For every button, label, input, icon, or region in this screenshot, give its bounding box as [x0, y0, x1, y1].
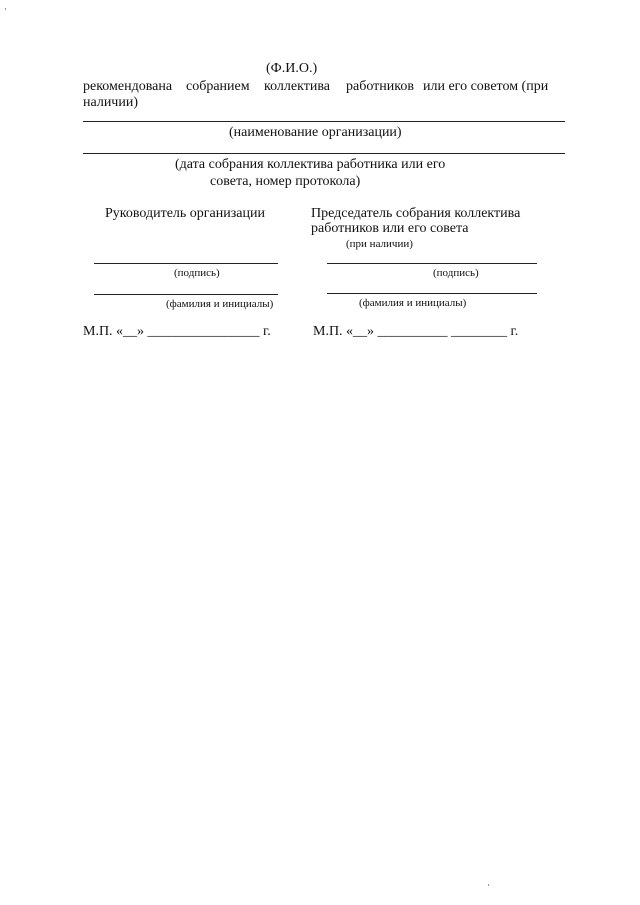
recommended-word-5: или его советом (при [423, 79, 549, 94]
left-signature-line [94, 263, 278, 264]
left-signature-caption: (подпись) [174, 267, 220, 279]
recommended-word-2: собранием [186, 79, 250, 94]
left-signatory-title: Руководитель организации [105, 206, 265, 221]
right-signature-line [327, 263, 537, 264]
scan-mark [5, 8, 6, 10]
left-name-caption: (фамилия и инициалы) [166, 298, 274, 310]
right-stamp-date-line: М.П. «__» __________ ________ г. [313, 324, 519, 339]
meeting-caption-line2: совета, номер протокола) [210, 174, 361, 189]
right-signatory-title-line2: работников или его совета [311, 221, 469, 236]
fio-caption: (Ф.И.О.) [266, 61, 318, 76]
org-name-caption: (наименование организации) [229, 125, 402, 140]
right-signatory-title-line1: Председатель собрания коллектива [311, 206, 521, 221]
org-name-line [83, 121, 565, 122]
left-stamp-date-line: М.П. «__» ________________ г. [83, 324, 271, 339]
meeting-caption-line1: (дата собрания коллектива работника или его [175, 157, 446, 172]
right-signature-caption: (подпись) [433, 267, 479, 279]
right-name-line [327, 293, 537, 294]
recommended-word-1: рекомендована [83, 79, 173, 94]
scan-mark [488, 884, 489, 886]
recommended-word-3: коллектива [264, 79, 330, 94]
recommended-word-4: работников [346, 79, 414, 94]
recommended-line-2: наличии) [83, 95, 138, 110]
right-signatory-note: (при наличии) [346, 238, 413, 250]
left-name-line [94, 294, 278, 295]
meeting-date-line [83, 153, 565, 154]
right-name-caption: (фамилия и инициалы) [359, 297, 467, 309]
